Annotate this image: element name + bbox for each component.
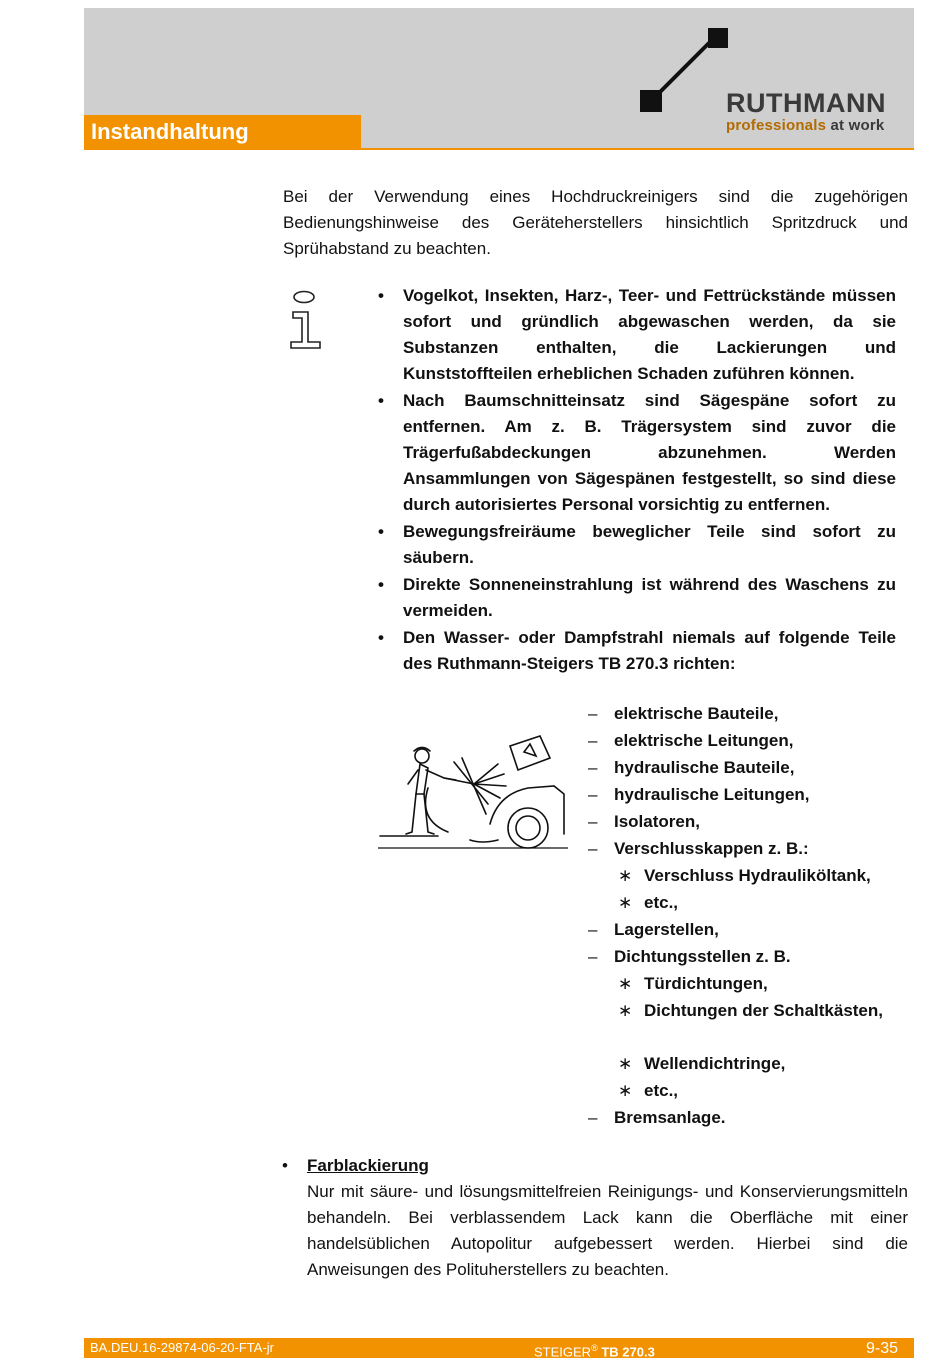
dash-mark: – xyxy=(588,839,598,858)
star-mark: ∗ xyxy=(618,1001,633,1020)
list-item-text: Direkte Sonneneinstrahlung ist während des Waschens zu vermeiden. xyxy=(403,575,896,620)
list-item-text: Vogelkot, Insekten, Harz-, Teer- und Fettrückstände müssen sofort und gründlich abgewaschen werden, da sie Substanzen enthalten, die Lackierungen und Kunststoffteilen erheblichen Schaden zuführen können. xyxy=(403,286,896,383)
sublist-item-text: elektrische Bauteile, xyxy=(614,704,779,723)
bullet-mark: • xyxy=(378,522,384,541)
cleaning-notes-list xyxy=(378,283,896,678)
dash-mark: – xyxy=(588,704,598,723)
star-mark: ∗ xyxy=(618,893,633,912)
farb-paragraph: Nur mit säure- und lösungsmittelfreien Reinigungs- und Konservierungsmitteln behandeln. Bei verblassendem Lack kann die Oberfläche mit einer handelsüblichen Autopolitur aufgebessert werden. Hierbei sind die Anweisungen des Polituherstellers zu beachten. xyxy=(307,1182,908,1279)
sublist-item-text: Wellendichtringe, xyxy=(644,1054,786,1073)
sublist-item-text: hydraulische Bauteile, xyxy=(614,758,795,777)
sublist-item-text: Dichtungen der Schaltkästen, xyxy=(644,1001,883,1020)
sublist-item-text: Isolatoren, xyxy=(614,812,700,831)
dash-mark: – xyxy=(588,785,598,804)
bullet-mark: • xyxy=(378,391,384,410)
dash-mark: – xyxy=(588,812,598,831)
list-item xyxy=(378,572,896,624)
sublist-item-text: Dichtungsstellen z. B. xyxy=(614,947,791,966)
star-mark: ∗ xyxy=(618,1081,633,1100)
bullet-mark: • xyxy=(282,1156,288,1175)
sublist-item-text: Türdichtungen, xyxy=(644,974,768,993)
star-mark: ∗ xyxy=(618,866,633,885)
dash-mark: – xyxy=(588,731,598,750)
dash-mark: – xyxy=(588,947,598,966)
sublist-item-text: elektrische Leitungen, xyxy=(614,731,794,750)
logo-tagline: professionals at work xyxy=(726,117,885,134)
dash-mark: – xyxy=(588,920,598,939)
sublist-item-text: etc., xyxy=(644,1081,679,1100)
section-title: Instandhaltung xyxy=(91,119,249,144)
list-item xyxy=(378,283,896,387)
list-item xyxy=(378,625,896,677)
bullet-mark: • xyxy=(378,628,384,647)
document-id: BA.DEU.16-29874-06-20-FTA-jr xyxy=(90,1340,274,1355)
dash-mark: – xyxy=(588,1108,598,1127)
star-mark: ∗ xyxy=(618,1054,633,1073)
product-label: STEIGER® TB 270.3 xyxy=(534,1343,655,1360)
list-item-text: Den Wasser- oder Dampfstrahl niemals auf folgende Teile des Ruthmann-Steigers TB 270.3 richten: xyxy=(403,628,896,673)
farb-heading: Farblackierung xyxy=(307,1156,429,1175)
list-item xyxy=(378,388,896,518)
sublist-item-text: Bremsanlage. xyxy=(614,1108,726,1127)
sublist-item-text: hydraulische Leitungen, xyxy=(614,785,810,804)
sublist-item-text: etc., xyxy=(644,893,679,912)
bullet-mark: • xyxy=(378,575,384,594)
header-divider xyxy=(84,148,914,150)
logo-wordmark: RUTHMANN xyxy=(726,88,886,118)
dash-mark: – xyxy=(588,758,598,777)
intro-paragraph: Bei der Verwendung eines Hochdruckreinigers sind die zugehörigen Bedienungshinweise des Geräteherstellers hinsichtlich Spritzdruck und Sprühabstand zu beachten. xyxy=(283,187,908,258)
sublist-item-text: Lagerstellen, xyxy=(614,920,719,939)
pressure-washer-illustration xyxy=(378,724,568,850)
ruthmann-logo-icon xyxy=(640,26,732,116)
list-item-text: Nach Baumschnitteinsatz sind Sägespäne sofort zu entfernen. Am z. B. Trägersystem sind zuvor die Trägerfußabdeckungen abzunehmen. Werden Ansammlungen von Sägespänen festgestellt, so sind diese durch autorisiertes Personal vorsichtig zu entfernen. xyxy=(403,391,896,514)
info-icon xyxy=(288,288,324,350)
star-mark: ∗ xyxy=(618,974,633,993)
page-number: 9-35 xyxy=(866,1340,899,1357)
sublist-item-text: Verschlusskappen z. B.: xyxy=(614,839,809,858)
list-item-text: Bewegungsfreiräume beweglicher Teile sind sofort zu säubern. xyxy=(403,522,896,567)
bullet-mark: • xyxy=(378,286,384,305)
sublist-item-text: Verschluss Hydrauliköltank, xyxy=(644,866,871,885)
list-item xyxy=(378,519,896,571)
